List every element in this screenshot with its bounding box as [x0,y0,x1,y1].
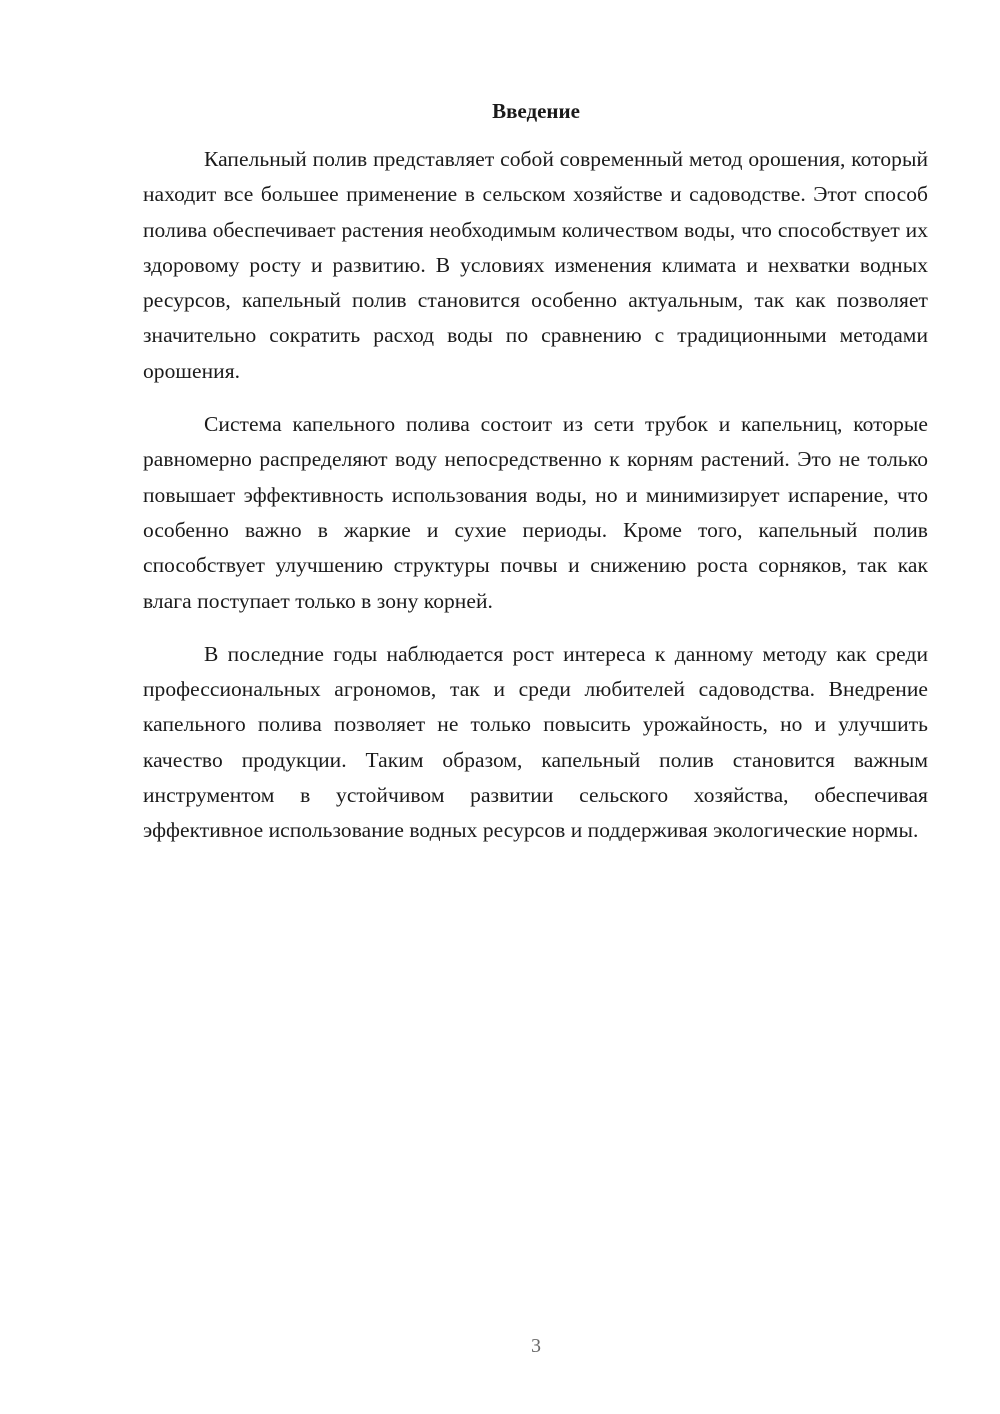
body-text [143,142,928,867]
paragraph-1: Капельный полив представляет собой современный метод орошения, который находит все большее применение в сельском хозяйстве и садоводстве. Этот способ полива обеспечивает растения необходимым количеством воды, что способствует их здоровому росту и развитию. В условиях изменения климата и нехватки водных ресурсов, капельный полив становится особенно актуальным, так как позволяет значительно сократить расход воды по сравнению с традиционными методами орошения. [143,147,928,383]
section-heading: Введение [492,99,580,123]
paragraph-2: Система капельного полива состоит из сети трубок и капельниц, которые равномерно распределяют воду непосредственно к корням растений. Это не только повышает эффективность использования воды, но и минимизирует испарение, что особенно важно в жаркие и сухие периоды. Кроме того, капельный полив способствует улучшению структуры почвы и снижению роста сорняков, так как влага поступает только в зону корней. [143,412,928,613]
paragraph-3: В последние годы наблюдается рост интереса к данному методу как среди профессиональных агрономов, так и среди любителей садоводства. Внедрение капельного полива позволяет не только повысить урожайность, но и улучшить качество продукции. Таким образом, капельный полив становится важным инструментом в устойчивом развитии сельского хозяйства, обеспечивая эффективное использование водных ресурсов и поддерживая экологические нормы. [143,641,928,843]
page-number: 3 [531,1335,541,1357]
